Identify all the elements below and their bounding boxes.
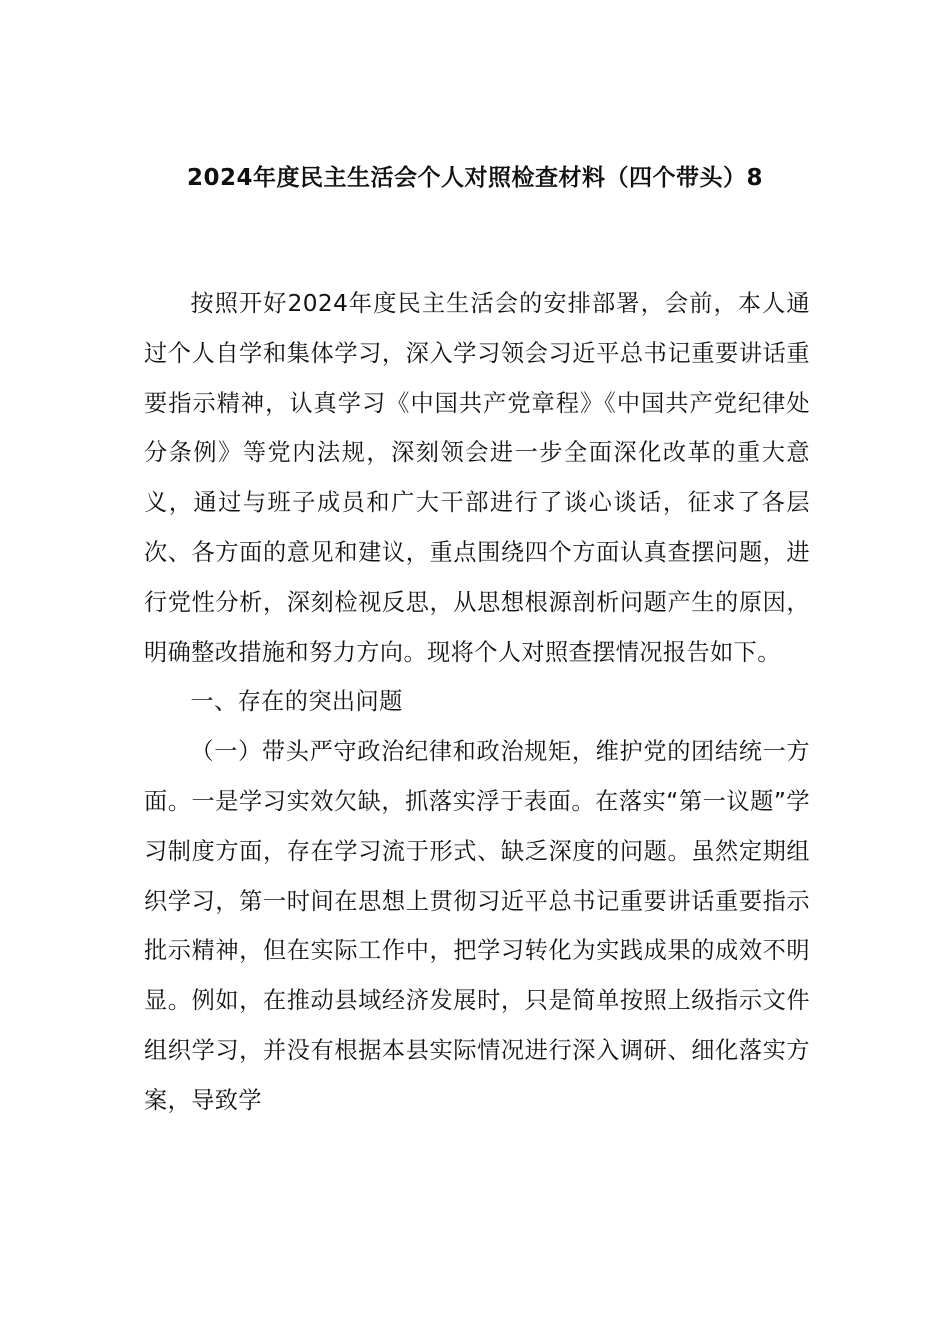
intro-paragraph: 按照开好2024年度民主生活会的安排部署，会前，本人通过个人自学和集体学习，深入学习领会习近平总书记重要讲话重要指示精神，认真学习《中国共产党章程》《中国共产党纪律处分条例》等党内法规，深刻领会进一步全面深化改革的重大意义，通过与班子成员和广大干部进行了谈心谈话，征求了各层次、各方面的意见和建议，重点围绕四个方面认真查摆问题，进行党性分析，深刻检视反思，从思想根源剖析问题产生的原因，明确整改措施和努力方向。现将个人对照查摆情况报告如下。: [144, 290, 810, 666]
document-body: [144, 279, 810, 1126]
section-paragraph: （一）带头严守政治纪律和政治规矩，维护党的团结统一方面。一是学习实效欠缺，抓落实浮于表面。在落实“第一议题”学习制度方面，存在学习流于形式、缺乏深度的问题。虽然定期组织学习，第一时间在思想上贯彻习近平总书记重要讲话重要指示批示精神，但在实际工作中，把学习转化为实践成果的成效不明显。例如，在推动县域经济发展时，只是简单按照上级指示文件组织学习，并没有根据本县实际情况进行深入调研、细化落实方案，导致学: [144, 738, 810, 1114]
document-title: 2024年度民主生活会个人对照检查材料（四个带头）8: [186, 165, 764, 191]
section-heading: 一、存在的突出问题: [190, 688, 403, 716]
